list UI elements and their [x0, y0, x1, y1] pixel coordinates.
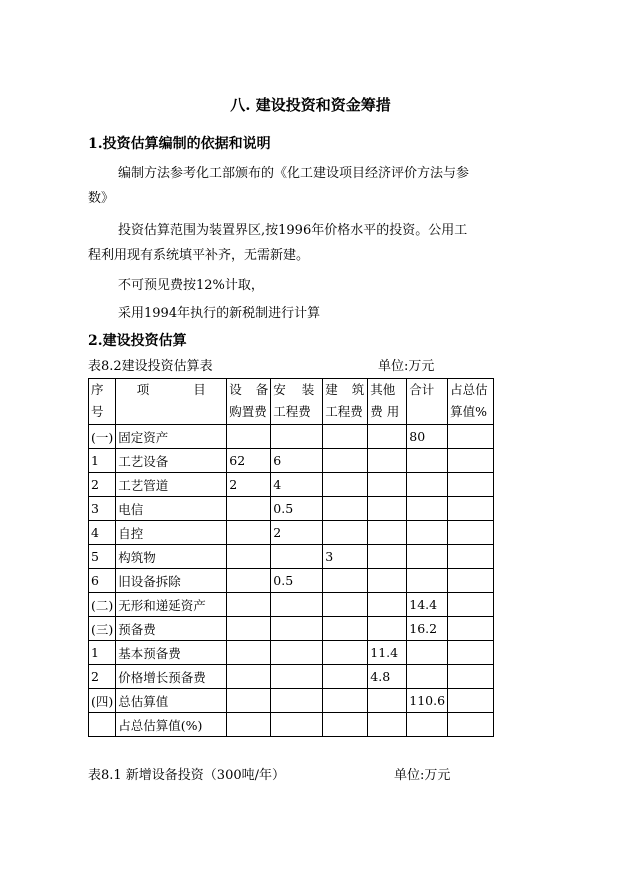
para1-line2: 数》: [88, 191, 115, 206]
table-cell: 固定资产: [116, 425, 227, 449]
table-row: [89, 497, 494, 521]
table-cell: 基本预备费: [116, 641, 227, 665]
table-cell: 无形和递延资产: [116, 593, 227, 617]
table-row: [89, 641, 494, 665]
table-cell: (二): [89, 593, 116, 617]
table-cell: [323, 497, 368, 521]
table-cell: 2: [89, 665, 116, 689]
table-cell: [323, 449, 368, 473]
table-row: [89, 593, 494, 617]
table-cell: [407, 473, 448, 497]
table-cell: 2: [271, 521, 323, 545]
header-cell: 安 装 工程费: [271, 379, 323, 425]
table-cell: [227, 569, 271, 593]
table-cell: [271, 617, 323, 641]
table-cell: [368, 521, 407, 545]
table-cell: (三): [89, 617, 116, 641]
table-cell: 11.4: [368, 641, 407, 665]
table-cell: 62: [227, 449, 271, 473]
table-cell: [448, 665, 494, 689]
table-cell: [323, 713, 368, 737]
table-cell: 16.2: [407, 617, 448, 641]
table-cell: [227, 521, 271, 545]
table-row: [89, 689, 494, 713]
table-cell: [227, 497, 271, 521]
table-cell: 14.4: [407, 593, 448, 617]
table-cell: 2: [89, 473, 116, 497]
table-cell: [448, 641, 494, 665]
table-cell: [227, 425, 271, 449]
table-cell: [448, 593, 494, 617]
table-cell: [448, 449, 494, 473]
table-cell: 4: [89, 521, 116, 545]
table-row: [89, 665, 494, 689]
table-row: [89, 617, 494, 641]
table-cell: [407, 449, 448, 473]
table-cell: 3: [323, 545, 368, 569]
para2-line2: 程利用现有系统填平补齐，无需新建。: [88, 248, 310, 263]
table-cell: [448, 521, 494, 545]
table-cell: [227, 617, 271, 641]
table-cell: 预备费: [116, 617, 227, 641]
table-cell: [448, 497, 494, 521]
table-cell: [323, 665, 368, 689]
table-cell: [89, 713, 116, 737]
table-caption: 表8.2建设投资估算表: [88, 359, 213, 374]
header-cell: 占总估 算值%: [448, 379, 494, 425]
table-cell: 0.5: [271, 569, 323, 593]
table-cell: (四): [89, 689, 116, 713]
table-cell: 4: [271, 473, 323, 497]
header-cell: 项 目: [116, 379, 227, 425]
table-row: [89, 425, 494, 449]
table-cell: [271, 713, 323, 737]
header-cell: 其他 费 用: [368, 379, 407, 425]
table-cell: 总估算值: [116, 689, 227, 713]
table-cell: [323, 569, 368, 593]
table-cell: [407, 569, 448, 593]
table-cell: 5: [89, 545, 116, 569]
table-cell: [227, 689, 271, 713]
section2-heading: 2.建设投资估算: [88, 333, 187, 349]
table-cell: [271, 689, 323, 713]
table-cell: 80: [407, 425, 448, 449]
table-cell: [368, 473, 407, 497]
table-cell: [368, 593, 407, 617]
table-cell: 3: [89, 497, 116, 521]
table-cell: [227, 593, 271, 617]
table-header-row: [89, 379, 494, 425]
table-cell: 工艺管道: [116, 473, 227, 497]
table-cell: [368, 545, 407, 569]
header-cell: 建 筑 工程费: [323, 379, 368, 425]
table-row: [89, 521, 494, 545]
table-cell: [271, 545, 323, 569]
page-title: 八. 建设投资和资金筹措: [230, 96, 391, 114]
table-unit: 单位:万元: [378, 359, 435, 374]
table-cell: [448, 473, 494, 497]
table-cell: [323, 689, 368, 713]
table-cell: 自控: [116, 521, 227, 545]
para3: 不可预见费按12%计取，: [118, 278, 264, 293]
table-cell: [368, 713, 407, 737]
table-cell: [407, 521, 448, 545]
table-cell: [448, 617, 494, 641]
table-cell: [227, 713, 271, 737]
table-cell: [271, 641, 323, 665]
table-cell: [271, 665, 323, 689]
table-cell: [407, 497, 448, 521]
table-cell: [448, 713, 494, 737]
table-cell: 占总估算值(%): [116, 713, 227, 737]
table-cell: [368, 425, 407, 449]
table-cell: 6: [271, 449, 323, 473]
table-cell: [323, 425, 368, 449]
table-cell: [368, 569, 407, 593]
table-cell: [368, 689, 407, 713]
table-cell: 110.6: [407, 689, 448, 713]
table-cell: 工艺设备: [116, 449, 227, 473]
table-cell: 旧设备拆除: [116, 569, 227, 593]
table-cell: 4.8: [368, 665, 407, 689]
table-cell: [448, 425, 494, 449]
table-cell: [448, 569, 494, 593]
table-cell: [368, 449, 407, 473]
table-cell: 价格增长预备费: [116, 665, 227, 689]
header-cell: 设 备 购置费: [227, 379, 271, 425]
investment-table: [88, 378, 494, 737]
table-cell: 1: [89, 449, 116, 473]
table-cell: [323, 521, 368, 545]
footer-caption: 表8.1 新增设备投资（300吨/年）: [88, 768, 285, 783]
table-cell: [227, 641, 271, 665]
table-cell: 电信: [116, 497, 227, 521]
table-row: [89, 569, 494, 593]
table-cell: 构筑物: [116, 545, 227, 569]
table-cell: [368, 497, 407, 521]
table-row: [89, 473, 494, 497]
table-row: [89, 713, 494, 737]
table-row: [89, 545, 494, 569]
footer-unit: 单位:万元: [394, 768, 451, 783]
table-cell: [323, 473, 368, 497]
table-cell: [448, 545, 494, 569]
table-cell: 2: [227, 473, 271, 497]
table-cell: [407, 713, 448, 737]
header-cell: 序 号: [89, 379, 116, 425]
table-cell: [323, 617, 368, 641]
table-cell: (一): [89, 425, 116, 449]
table-cell: [323, 593, 368, 617]
table-cell: 6: [89, 569, 116, 593]
para4: 采用1994年执行的新税制进行计算: [118, 306, 321, 321]
table-cell: 1: [89, 641, 116, 665]
section1-heading: 1.投资估算编制的依据和说明: [88, 136, 271, 152]
table-cell: [368, 617, 407, 641]
table-cell: [407, 665, 448, 689]
para1-line1: 编制方法参考化工部颁布的《化工建设项目经济评价方法与参: [118, 166, 470, 181]
table-cell: 0.5: [271, 497, 323, 521]
table-cell: [407, 545, 448, 569]
table-cell: [448, 689, 494, 713]
para2-line1: 投资估算范围为装置界区,按1996年价格水平的投资。公用工: [118, 223, 468, 238]
header-cell: 合计: [407, 379, 448, 425]
table-cell: [323, 641, 368, 665]
table-cell: [271, 593, 323, 617]
table-cell: [227, 665, 271, 689]
table-cell: [227, 545, 271, 569]
table-cell: [271, 425, 323, 449]
table-cell: [407, 641, 448, 665]
table-row: [89, 449, 494, 473]
